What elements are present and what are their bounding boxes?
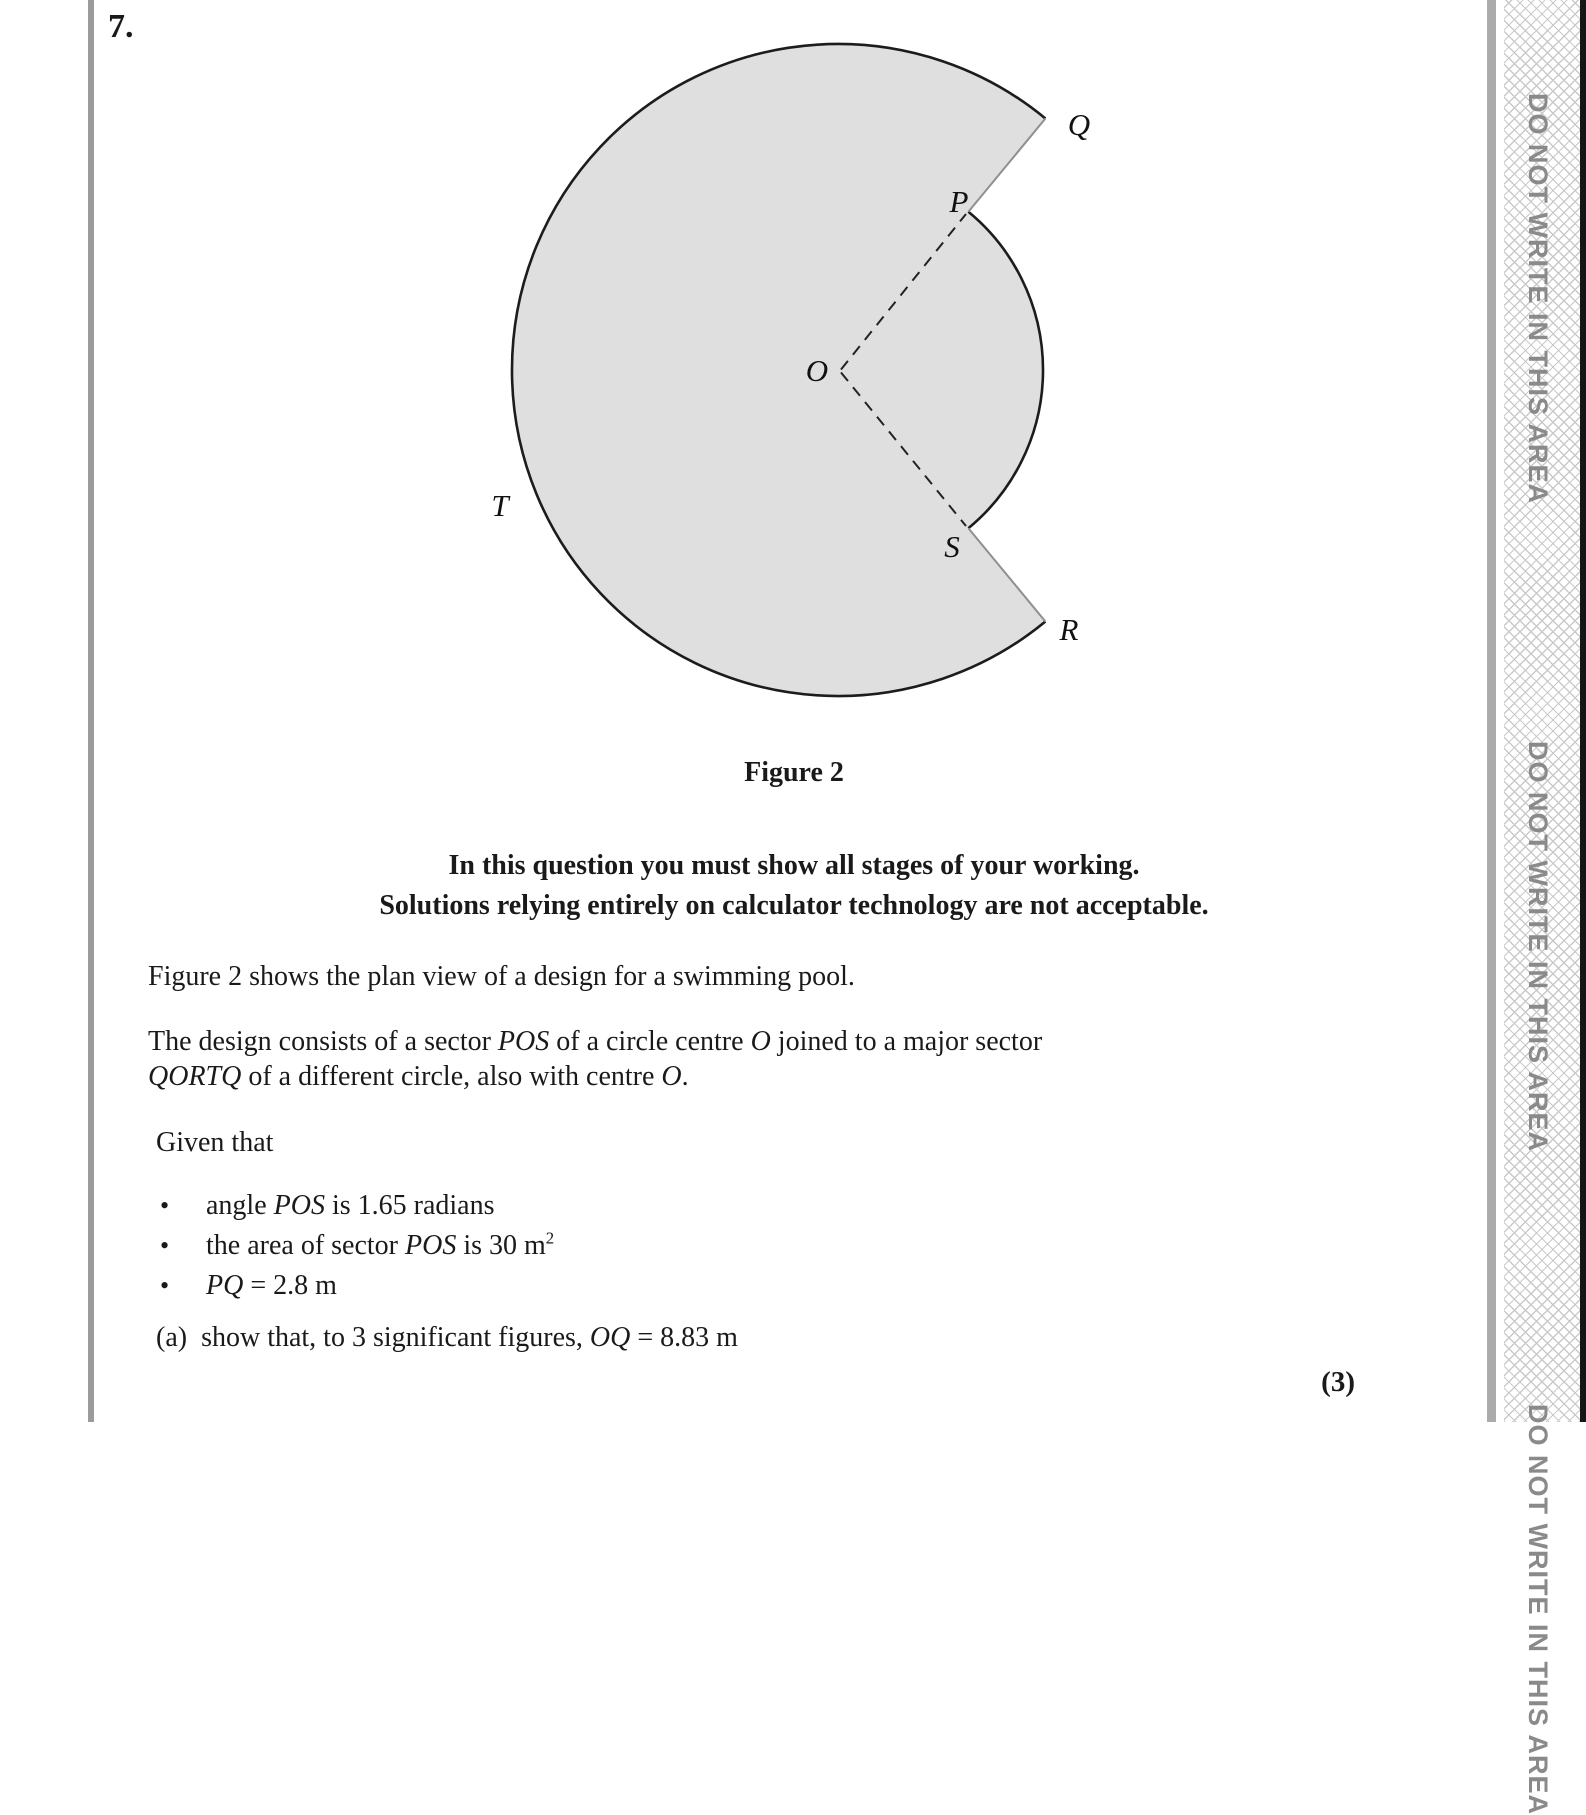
bullet-text-pq-length: PQ = 2.8 m (206, 1270, 337, 1301)
do-not-write-warning-top: DO NOT WRITE IN THIS AREA (1523, 93, 1553, 504)
point-label-P: P (949, 184, 969, 219)
part-a-label: (a) (156, 1322, 188, 1353)
marks-badge: (3) (1321, 1366, 1355, 1398)
instruction-block (100, 846, 1488, 926)
bullet-icon: • (160, 1191, 170, 1220)
instruction-line-2: Solutions relying entirely on calculator technology are not acceptable. (379, 890, 1209, 921)
point-label-R: R (1059, 612, 1079, 647)
list-item (160, 1186, 554, 1226)
given-conditions-list (160, 1186, 554, 1306)
bullet-text-sector-area: the area of sector POS is 30 $m^2$ (206, 1228, 555, 1261)
question-part-a (156, 1322, 738, 1354)
given-that-text: Given that (156, 1127, 274, 1158)
point-label-Q: Q (1067, 107, 1091, 142)
pool-shaded-region (512, 44, 1045, 696)
bullet-icon: • (160, 1271, 170, 1300)
paragraph-design-line-2: QORTQ of a different circle, also with centre O. (148, 1061, 689, 1092)
figure-2-diagram (0, 0, 1586, 740)
page-right-black-edge (1580, 0, 1586, 1422)
instruction-line-1: In this question you must show all stages of your working. (448, 850, 1140, 881)
paragraph-design-line-1: The design consists of a sector POS of a circle centre O joined to a major sector (148, 1026, 1043, 1057)
list-item (160, 1226, 554, 1266)
paragraph-design-description (148, 1024, 1042, 1094)
part-a-text: show that, to 3 significant figures, OQ = 8.83 m (201, 1322, 738, 1353)
figure-caption: Figure 2 (744, 757, 844, 788)
list-item (160, 1266, 554, 1306)
do-not-write-warning-clipped: DO NOT WRITE IN THIS AREA (1523, 1404, 1553, 1815)
bullet-text-angle-pos: angle POS is 1.65 radians (206, 1190, 495, 1221)
sidebar-gray-rule (1487, 0, 1496, 1422)
do-not-write-warning-bottom: DO NOT WRITE IN THIS AREA (1523, 741, 1553, 1152)
point-label-O: O (805, 353, 829, 388)
paragraph-figure-description: Figure 2 shows the plan view of a design for a swimming pool. (148, 961, 855, 992)
bullet-icon: • (160, 1231, 170, 1260)
point-label-T: T (491, 488, 509, 523)
point-label-S: S (944, 529, 960, 564)
question-number: 7. (108, 8, 134, 45)
